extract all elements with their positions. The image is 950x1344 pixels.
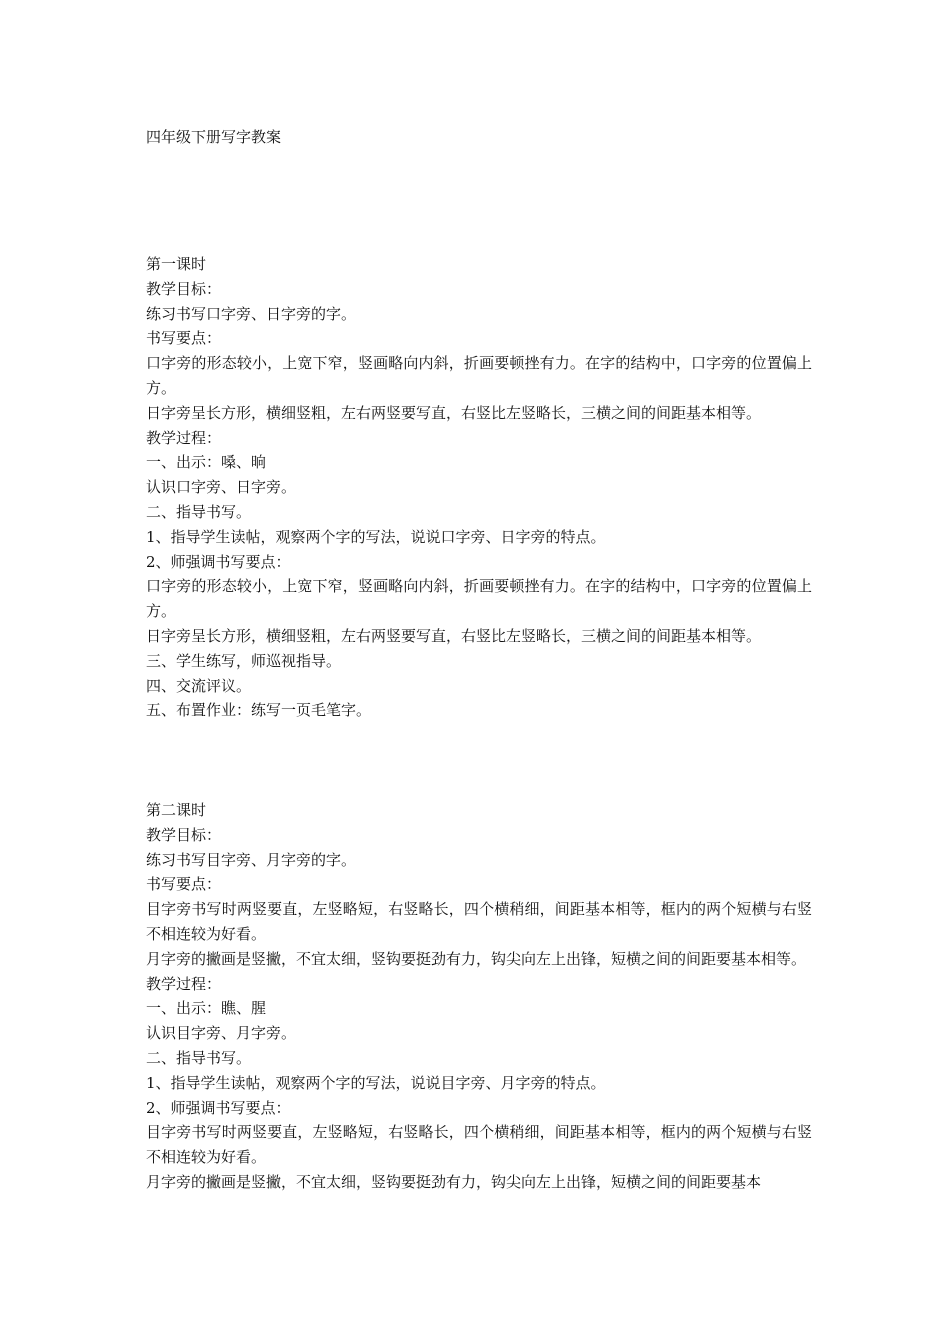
step-item: 三、学生练写，师巡视指导。	[146, 651, 342, 670]
paragraph: 练习书写目字旁、月字旁的字。	[146, 850, 357, 869]
document-title: 四年级下册写字教案	[146, 128, 282, 146]
paragraph: 目字旁书写时两竖要直，左竖略短，右竖略长，四个横稍细，间距基本相等，框内的两个短横与右竖不相连较为好看。	[146, 900, 812, 943]
section-label: 教学目标：	[146, 825, 222, 844]
step-subitem: 2、师强调书写要点：	[146, 1098, 291, 1117]
step-item: 四、交流评议。	[146, 676, 252, 695]
paragraph: 口字旁的形态较小，上宽下窄，竖画略向内斜，折画要顿挫有力。在字的结构中，口字旁的位置偏上方。	[146, 577, 812, 621]
step-item: 二、指导书写。	[146, 1048, 252, 1067]
lesson-heading: 第一课时	[146, 255, 207, 273]
lesson-heading: 第二课时	[146, 801, 207, 819]
paragraph: 口字旁的形态较小，上宽下窄，竖画略向内斜，折画要顿挫有力。在字的结构中，口字旁的位置偏上方。	[146, 354, 812, 397]
step-item: 一、出示：嗓、晌	[146, 453, 267, 472]
section-label: 书写要点：	[146, 875, 222, 894]
section-label: 书写要点：	[146, 329, 222, 348]
section-label: 教学过程：	[146, 428, 222, 447]
lesson-1-section	[146, 252, 812, 723]
step-item: 二、指导书写。	[146, 502, 252, 521]
paragraph: 月字旁的撇画是竖撇，不宜太细，竖钩要挺劲有力，钩尖向左上出锋，短横之间的间距要基本	[146, 1172, 762, 1191]
paragraph: 练习书写口字旁、日字旁的字。	[146, 304, 357, 323]
paragraph: 认识口字旁、日字旁。	[146, 478, 297, 497]
paragraph: 目字旁书写时两竖要直，左竖略短，右竖略长，四个横稍细，间距基本相等，框内的两个短横与右竖不相连较为好看。	[146, 1123, 812, 1167]
step-subitem: 2、师强调书写要点：	[146, 552, 291, 571]
step-item: 一、出示：瞧、腥	[146, 999, 267, 1018]
paragraph: 日字旁呈长方形，横细竖粗，左右两竖要写直，右竖比左竖略长，三横之间的间距基本相等。	[146, 403, 762, 422]
paragraph: 日字旁呈长方形，横细竖粗，左右两竖要写直，右竖比左竖略长，三横之间的间距基本相等。	[146, 626, 762, 645]
step-subitem: 1、指导学生读帖，观察两个字的写法，说说目字旁、月字旁的特点。	[146, 1073, 606, 1092]
paragraph: 月字旁的撇画是竖撇，不宜太细，竖钩要挺劲有力，钩尖向左上出锋，短横之间的间距要基本相等。	[146, 949, 807, 968]
step-item: 五、布置作业：练写一页毛笔字。	[146, 701, 372, 720]
section-label: 教学过程：	[146, 974, 222, 993]
paragraph: 认识目字旁、月字旁。	[146, 1024, 297, 1043]
step-subitem: 1、指导学生读帖，观察两个字的写法，说说口字旁、日字旁的特点。	[146, 527, 606, 546]
lesson-2-section	[146, 798, 812, 1195]
section-label: 教学目标：	[146, 279, 222, 298]
